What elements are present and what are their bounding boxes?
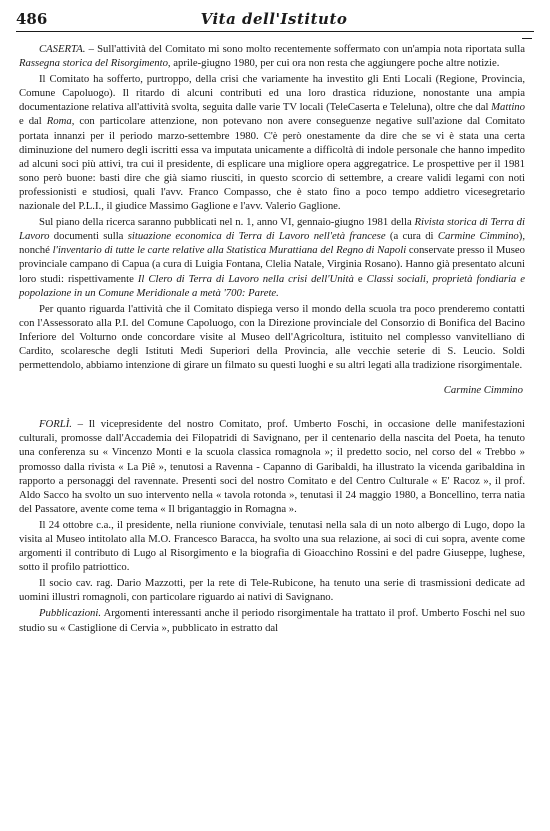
running-title: Vita dell'Istituto xyxy=(200,10,348,28)
section-title-forli: FORLÌ. xyxy=(39,418,72,431)
caserta-paragraph-4: Per quanto riguarda l'attività che il Comitato dispiega verso il mondo della scuola tra poco prenderemo contatti con l'Assessorato alla P.I. del Comune Capoluogo, con la Direzione provinciale del Consorzio di Bonifica del Bacino Inferiore del Volturno onde concordare visite al Museo dell'Agricoltura, istituito nel complesso vanvitelliano di Cardito, scolaresche degli Istituti Medi Superiori della Provincia, alle vecchie seterie di S. Leucio. Soldi permettendolo, abbiamo intenzione di girare un filmato su questi luoghi e su altri legati alla tradizione risorgimentale. xyxy=(19,302,525,372)
page-number: 486 xyxy=(16,10,48,28)
section-title-caserta: CASERTA. xyxy=(39,43,86,55)
forli-paragraph-3: Il socio cav. rag. Dario Mazzotti, per la rete di Tele-Rubicone, ha tenuto una serie di trasmissioni dedicate ad uomini illustri romagnoli, con particolare riguardo ai nativi di Savignano. xyxy=(19,577,525,604)
forli-paragraph-2: Il 24 ottobre c.a., il presidente, nella riunione conviviale, tenutasi nella sala di un noto albergo di Lugo, dopo la visita al Museo intitolato alla M.O. Francesco Baracca, ha svolto una sua relazione, ai soci di cui sopra, avente come argomenti il contributo di Lugo al Risorgimento e la biografia di Gioacchino Rossini e del padre Giuseppe, lughese, sotto il profilo patriottico. xyxy=(19,518,525,574)
section-spacer xyxy=(19,397,525,417)
forli-paragraph-1: FORLÌ. – Il vicepresidente del nostro Comitato, prof. Umberto Foschi, in occasione delle manifestazioni culturali, promosse dall'Accademia dei Filopatridi di Savignano, per il centenario della nascita del Poeta, ha tenuto una conferenza su « Vincenzo Monti e la scuola classica romagnola »; il predetto socio, nel corso del « Trebbo » promosso dalla rivista « La Piê », tenutosi a Ravenna - Capanno di Garibaldi, ha illustrato la vicenda garibaldina in rapporto a personaggi del ravennate. Presenti soci del nostro Comitato e del Centro Culturale « E' Racoz », il prof. Aldo Sacco ha svolto un suo intervento nella « tavola rotonda », tenutasi il 24 maggio 1980, a Boncellino, terra natìa del Passatore, avente come tema « Il brigantaggio in Romagna ». xyxy=(19,418,525,515)
caserta-paragraph-2: Il Comitato ha sofferto, purtroppo, della crisi che variamente ha investito gli Enti Locali (Regione, Provincia, Comune Capoluogo). Il ritardo di alcuni contributi ed una loro drastica riduzione, nonostante una ampia documentazione relativa all'attività svolta, seguita dalle varie TV locali (TeleCaserta e Teleluna), oltre che dal Mattino e dal Roma, con particolare attenzione, non potevano non avere conseguenze negative sull'azione dal Comitato portata innanzi per il periodo marzo-settembre 1980. C'è però onestamente da dire che se vi è stata una certa diminuzione del numero degli iscritti essa va imputata unicamente a difficoltà di indole personale che hanno impedito ad alcuni soci più attivi, tra cui il presidente, di esplicare una migliore opera aggregatrice. Le prospettive per il 1981 sono però buone: basti dire che già siamo riusciti, in questo scorcio di settembre, a creare validi legami con noti professionisti e studiosi, quali l'avv. Franco Compasso, che è stato fino a poco tempo addietro vicesegretario nazionale del P.L.I., il giudice Massimo Gaglione e l'avv. Valerio Gaglione. xyxy=(19,73,525,213)
author-signature: Carmine Cimmino xyxy=(443,384,523,397)
header-rule xyxy=(16,31,534,32)
caserta-paragraph-1: CASERTA. – Sull'attività del Comitato mi sono molto recentemente soffermato con un'ampia nota riportata sulla Rassegna storica del Risorgimento, aprile-giugno 1980, per cui ora non resta che aggiungere poche altre notizie. xyxy=(19,43,525,70)
caserta-paragraph-3: Sul piano della ricerca saranno pubblicati nel n. 1, anno VI, gennaio-giugno 1981 della Rivista storica di Terra di Lavoro documenti sulla situazione economica di Terra di Lavoro nell'età francese (a cura di Carmine Cimmino), nonché l'inventario di tutte le carte relative alla Statistica Murattiana del Regno di Napoli conservate presso il Museo provinciale campano di Capua (a cura di Luigia Fontana, Clelia Natale, Virginia Rosano). Hanno già presentato alcuni loro studi: rispettivamente Il Clero di Terra di Lavoro nella crisi dell'Unità e Classi sociali, proprietà fondiaria e popolazione in un Comune Meridionale a metà '700: Parete. xyxy=(19,216,525,299)
article-body xyxy=(19,42,525,635)
publications-label: Pubblicazioni. xyxy=(39,607,102,620)
margin-dash-mark xyxy=(522,38,532,39)
forli-paragraph-4: Pubblicazioni. Argomenti interessanti anche il periodo risorgimentale ha trattato il prof. Umberto Foschi nel suo studio su « Castiglione di Cervia », pubblicato in estratto dal xyxy=(19,607,525,634)
page-header xyxy=(16,10,532,30)
